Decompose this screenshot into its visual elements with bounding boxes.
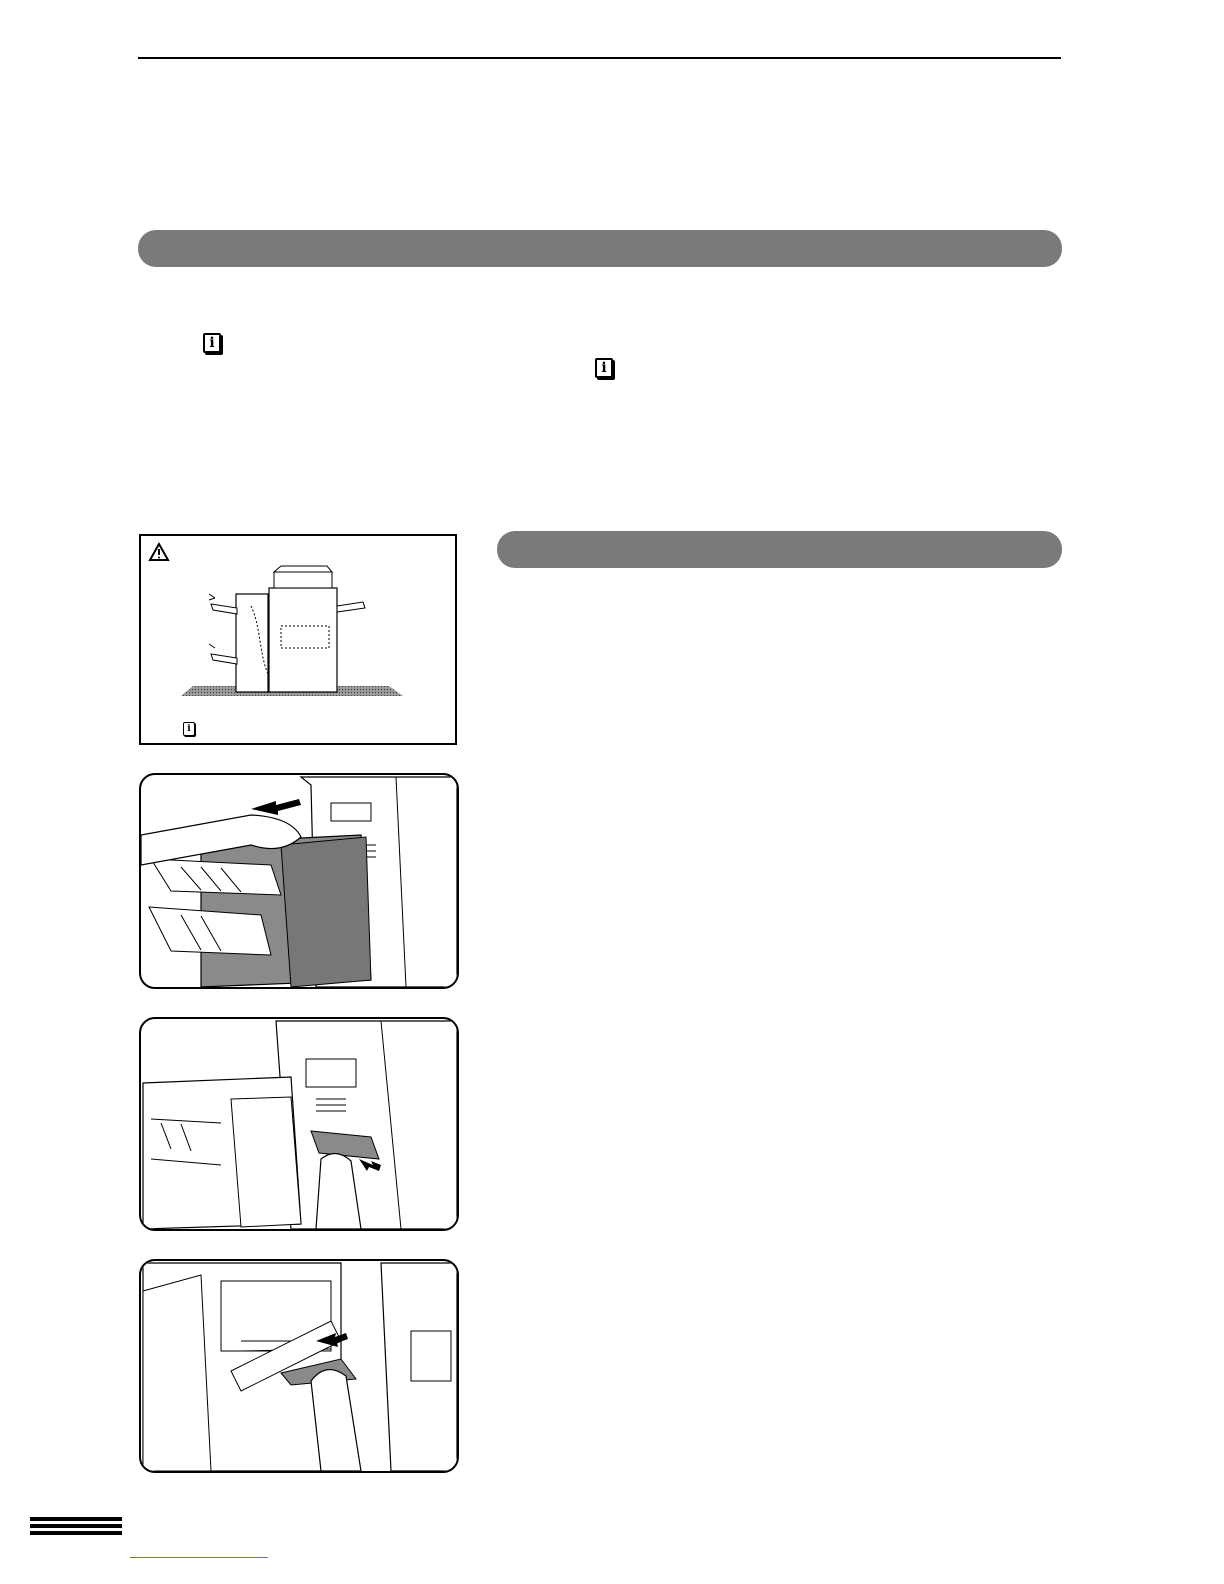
hand-pulling-finisher-illustration [141, 775, 457, 987]
step-slide-finisher-figure [139, 773, 459, 989]
step-remove-paper-finisher-figure [139, 1259, 459, 1473]
info-icon: i [203, 333, 221, 353]
hand-removing-paper-illustration [141, 1019, 457, 1229]
subsection-heading-bar [497, 531, 1062, 568]
section-heading-bar [138, 230, 1062, 267]
warning-triangle-icon [150, 544, 168, 560]
header-rule [138, 57, 1061, 59]
info-icon: i [183, 722, 195, 736]
footer-rule [30, 1517, 122, 1538]
copier-with-finisher-illustration [141, 536, 455, 743]
step-remove-paper-exit-figure [139, 1017, 459, 1231]
info-icon: i [595, 358, 613, 378]
footer-link-underline [130, 1557, 268, 1558]
hand-removing-paper-inside-finisher-illustration [141, 1261, 457, 1471]
machine-overview-figure [139, 534, 457, 745]
